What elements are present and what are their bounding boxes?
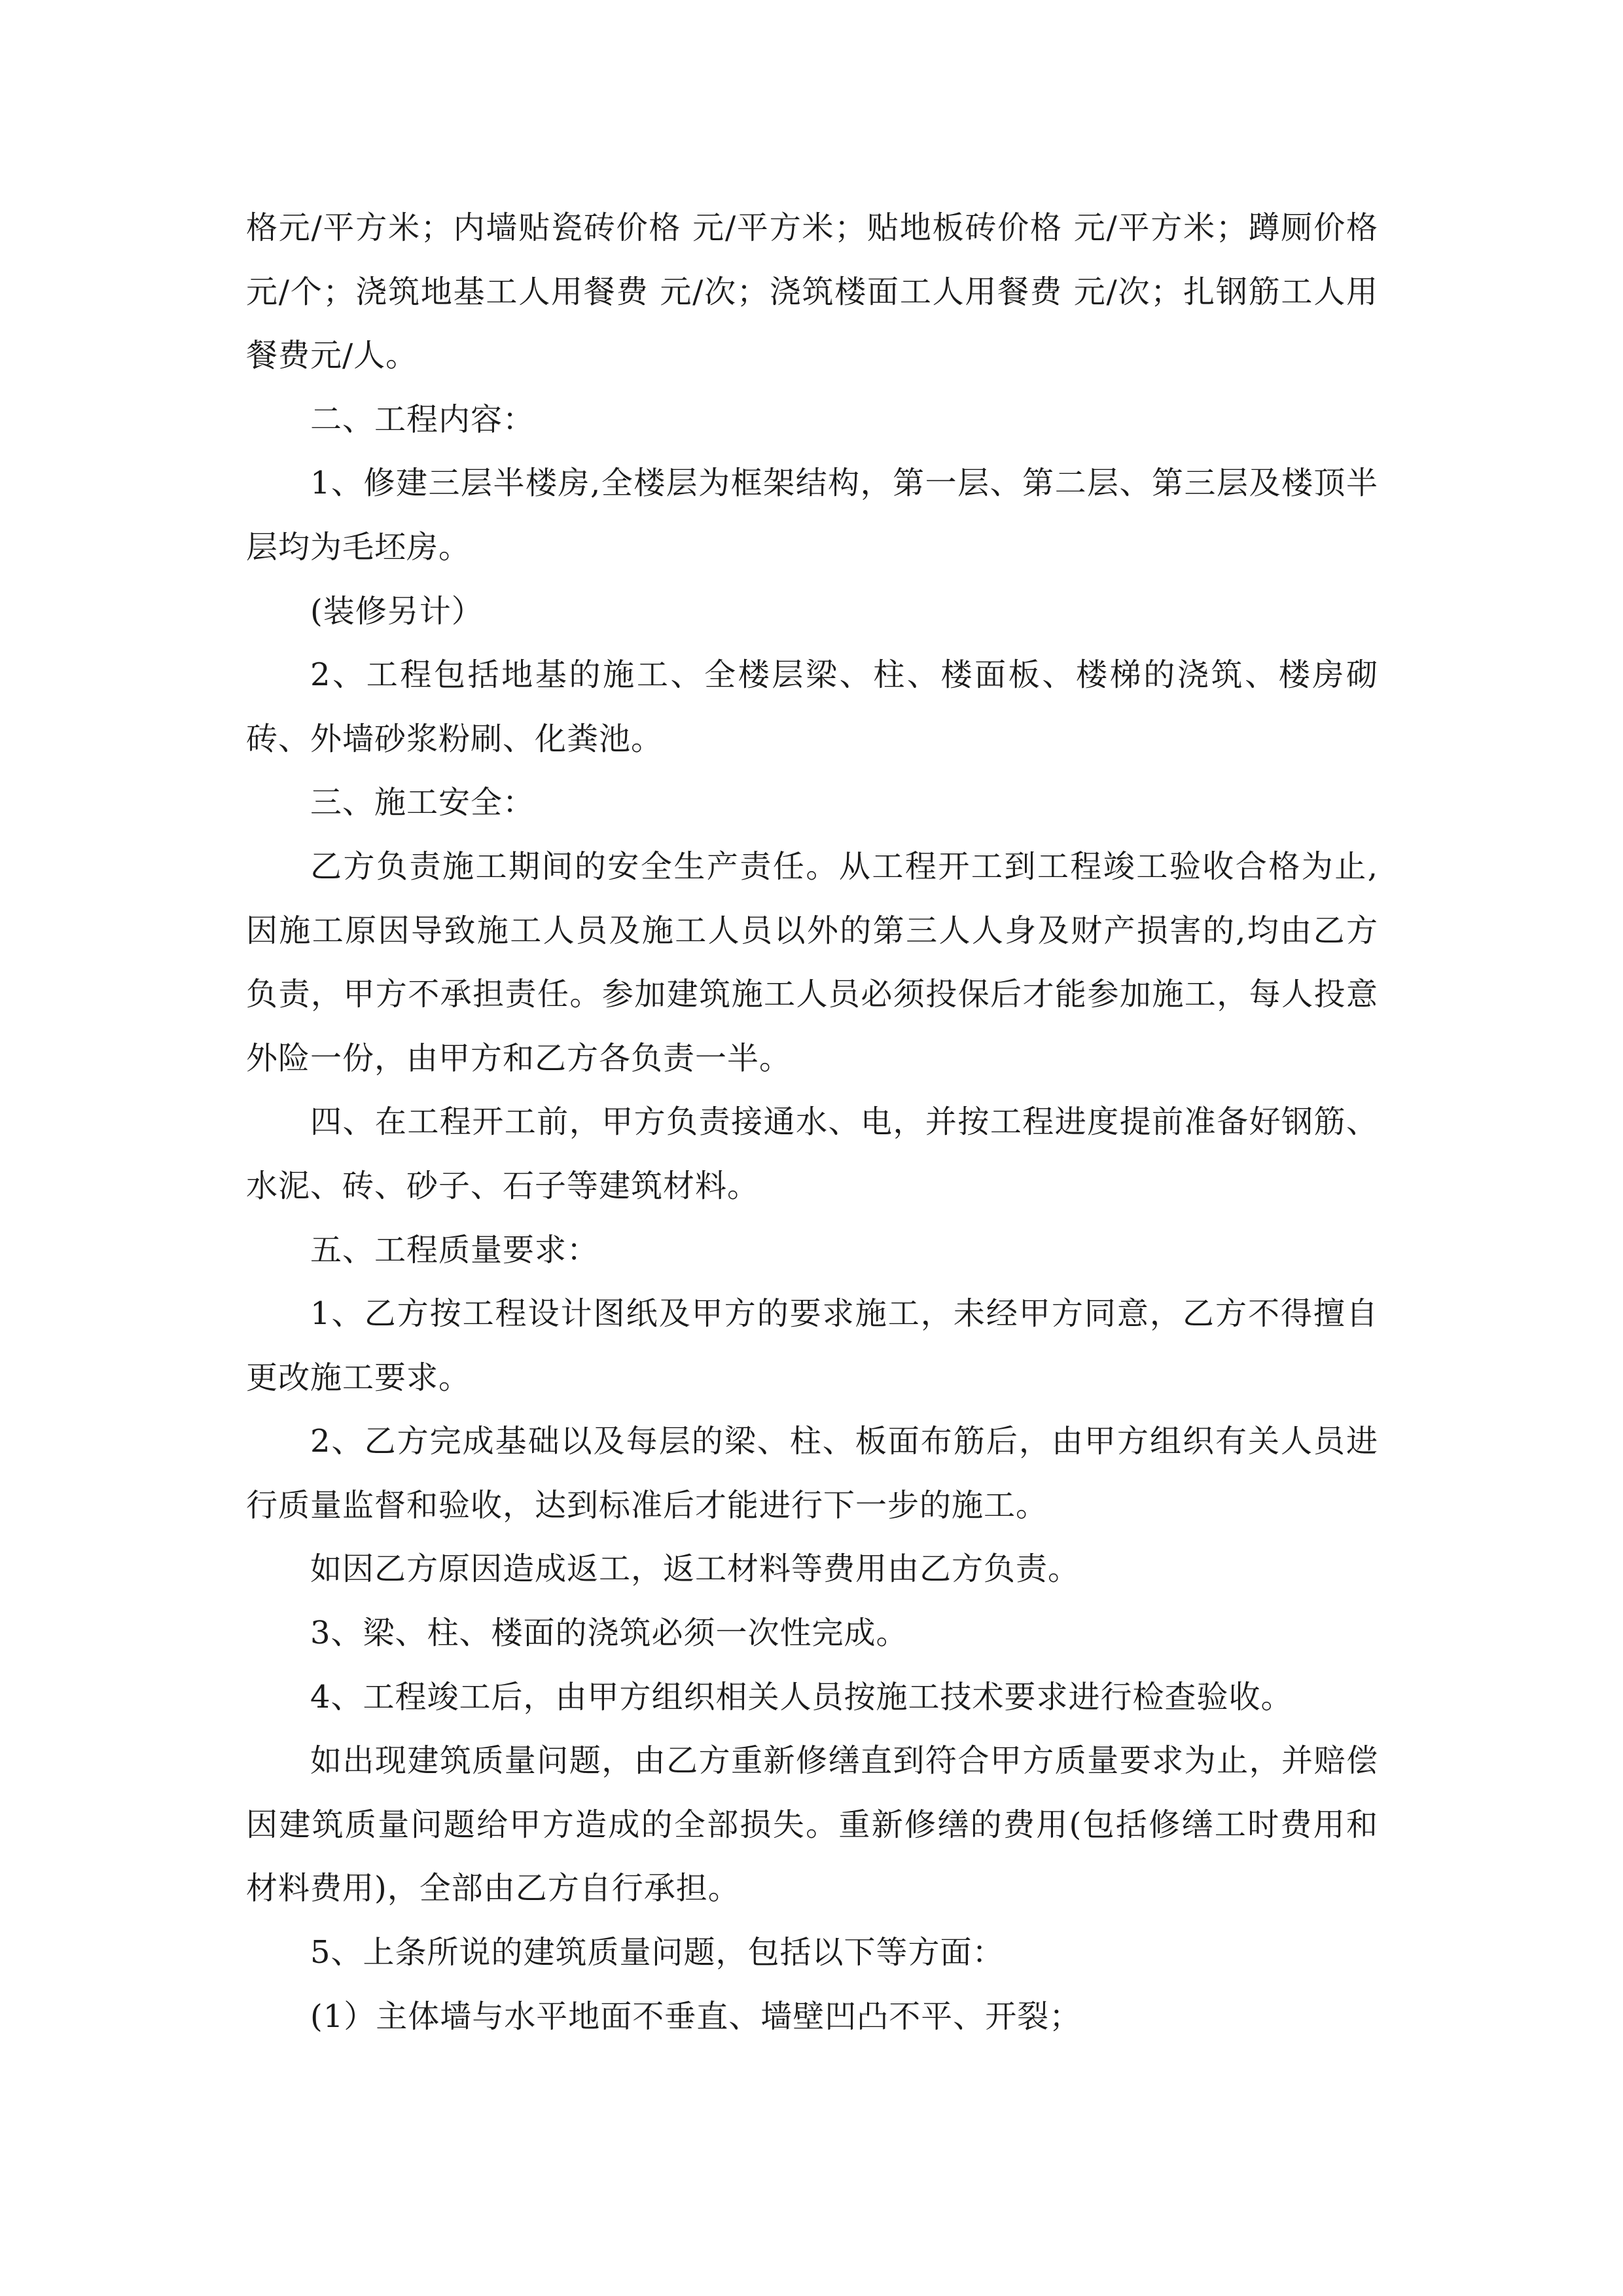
paragraph-rework-cost: 如因乙方原因造成返工，返工材料等费用由乙方负责。 [310, 1551, 1080, 1588]
paragraph-subitem-1-walls: (1）主体墙与水平地面不垂直、墙壁凹凸不平、开裂； [310, 1998, 1082, 2035]
paragraph-quality-item-1: 1、乙方按工程设计图纸及甲方的要求施工，未经甲方同意，乙方不得擅自更改施工要求。 [246, 1295, 1378, 1396]
paragraph-item-1-building: 1、修建三层半楼房,全楼层为框架结构，第一层、第二层、第三层及楼顶半层均为毛坯房。 [246, 465, 1378, 565]
paragraph-repair-compensation: 如出现建筑质量问题，由乙方重新修缮直到符合甲方质量要求为止，并赔偿因建筑质量问题给甲方造成的全部损失。重新修缮的费用(包括修缮工时费用和材料费用)，全部由乙方自行承担。 [246, 1742, 1378, 1907]
paragraph-safety-responsibility: 乙方负责施工期间的安全生产责任。从工程开工到工程竣工验收合格为止,因施工原因导致施工人员及施工人员以外的第三人人身及财产损害的,均由乙方负责，甲方不承担责任。参加建筑施工人员必须投保后才能参加施工，每人投意外险一份，由甲方和乙方各负责一半。 [246, 848, 1378, 1077]
document-body [246, 196, 1378, 2049]
paragraph-quality-item-3: 3、梁、柱、楼面的浇筑必须一次性完成。 [310, 1615, 908, 1652]
paragraph-quality-item-2: 2、乙方完成基础以及每层的梁、柱、板面布筋后，由甲方组织有关人员进行质量监督和验收，达到标准后才能进行下一步的施工。 [246, 1423, 1378, 1524]
heading-section-2-project-content: 二、工程内容： [310, 401, 535, 438]
heading-section-5-quality: 五、工程质量要求： [310, 1231, 599, 1268]
paragraph-section-4-materials: 四、在工程开工前，甲方负责接通水、电，并按工程进度提前准备好钢筋、水泥、砖、砂子、石子等建筑材料。 [246, 1103, 1378, 1204]
paragraph-item-2-scope: 2、工程包括地基的施工、全楼层梁、柱、楼面板、楼梯的浇筑、楼房砌砖、外墙砂浆粉刷、化粪池。 [246, 656, 1378, 757]
paragraph-price-continuation: 格元/平方米；内墙贴瓷砖价格 元/平方米；贴地板砖价格 元/平方米；蹲厕价格 元/个；浇筑地基工人用餐费 元/次；浇筑楼面工人用餐费 元/次；扎钢筋工人用餐费元/人。 [246, 209, 1378, 374]
paragraph-decoration-note: (装修另计） [310, 592, 484, 630]
paragraph-quality-item-5: 5、上条所说的建筑质量问题，包括以下等方面： [310, 1934, 1005, 1971]
heading-section-3-safety: 三、施工安全： [310, 784, 535, 821]
paragraph-quality-item-4: 4、工程竣工后，由甲方组织相关人员按施工技术要求进行检查验收。 [310, 1678, 1293, 1715]
